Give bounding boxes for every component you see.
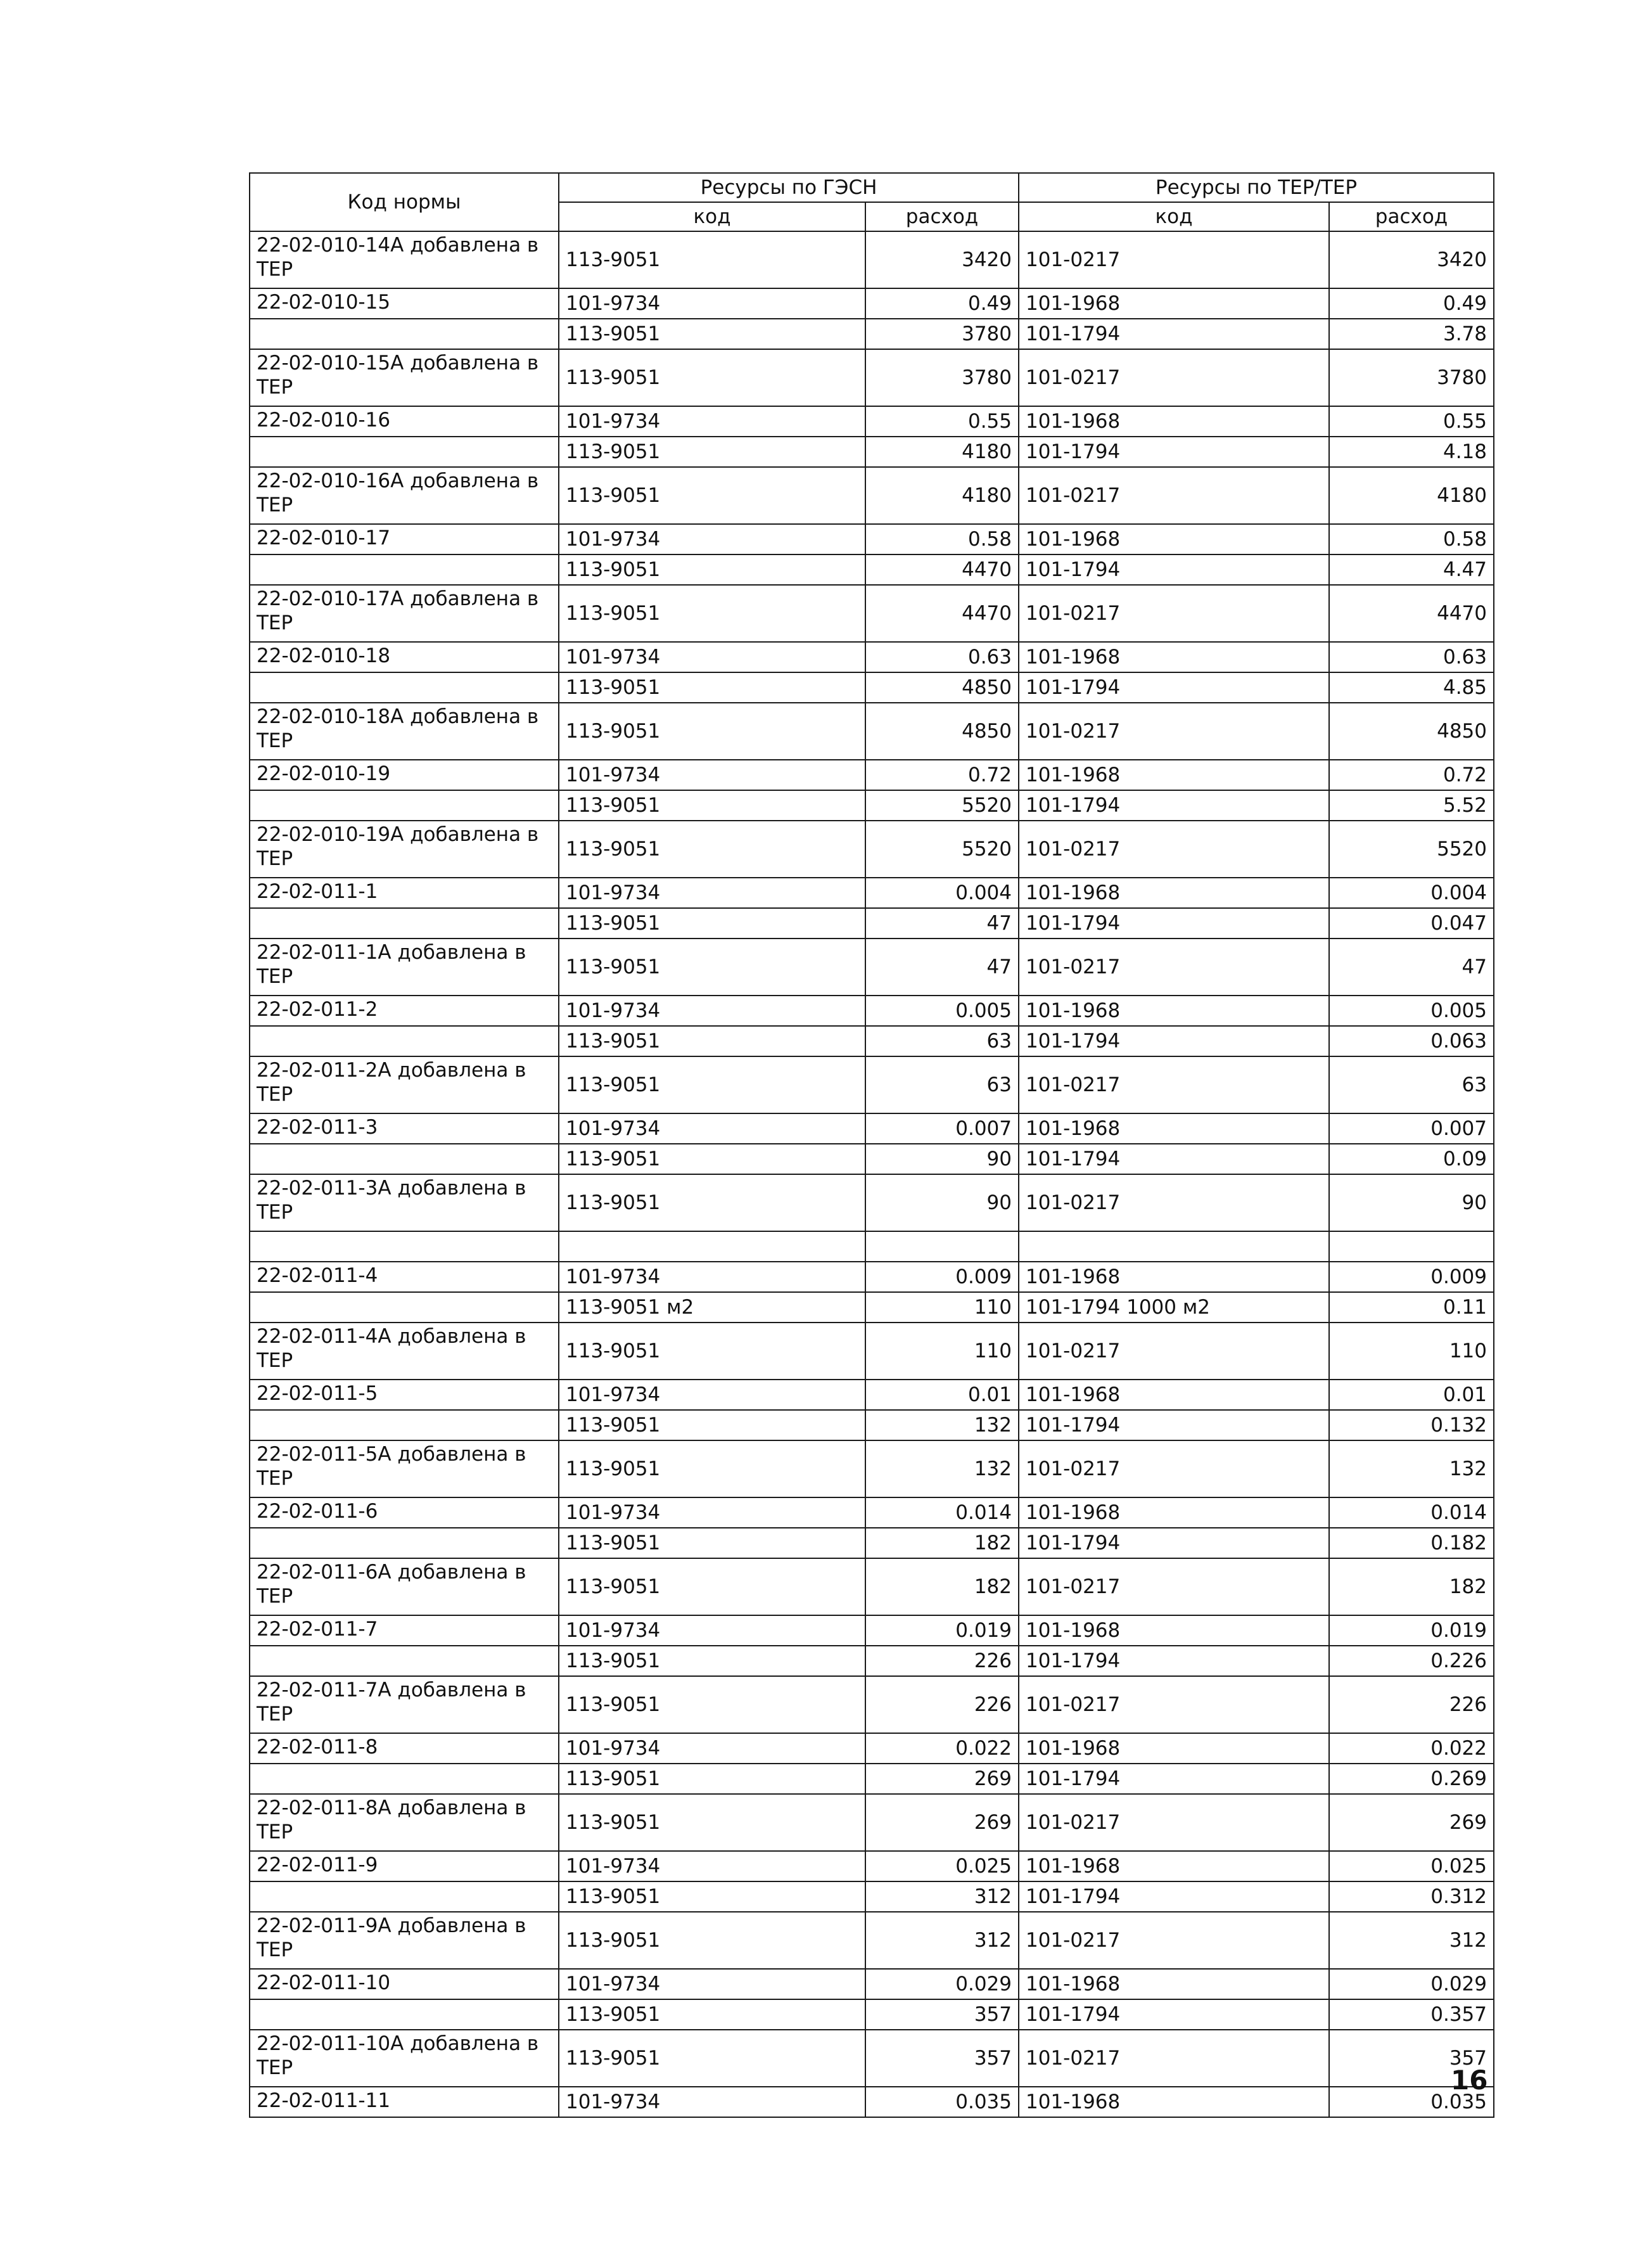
ter-rate-cell: 0.11 <box>1329 1292 1494 1323</box>
ter-code-cell: 101-0217 <box>1019 939 1329 996</box>
table-row <box>250 1912 1494 1969</box>
ter-code-cell: 101-1794 1000 м2 <box>1019 1292 1329 1323</box>
gesn-rate-cell: 132 <box>865 1410 1019 1440</box>
table-row <box>250 1528 1494 1558</box>
norm-code-cell: 22-02-010-18 <box>250 642 559 672</box>
ter-code-cell: 101-1794 <box>1019 437 1329 467</box>
gesn-code-cell: 101-9734 <box>559 1497 865 1528</box>
norm-code-cell: 22-02-011-5 <box>250 1380 559 1410</box>
ter-code-cell: 101-1968 <box>1019 288 1329 319</box>
ter-rate-cell: 4180 <box>1329 467 1494 524</box>
gesn-code-cell: 101-9734 <box>559 760 865 790</box>
ter-code-cell: 101-0217 <box>1019 1323 1329 1380</box>
ter-rate-cell: 4850 <box>1329 703 1494 760</box>
norm-code-cell <box>250 437 559 467</box>
ter-rate-cell: 5520 <box>1329 821 1494 878</box>
gesn-code-cell: 113-9051 <box>559 939 865 996</box>
norm-code-cell <box>250 1528 559 1558</box>
table-row <box>250 349 1494 406</box>
norm-code-cell <box>250 1231 559 1262</box>
norm-code-cell <box>250 1646 559 1676</box>
ter-rate-cell: 0.005 <box>1329 996 1494 1026</box>
table-row <box>250 760 1494 790</box>
gesn-rate-cell: 3780 <box>865 349 1019 406</box>
gesn-rate-cell <box>865 1231 1019 1262</box>
ter-rate-cell: 0.09 <box>1329 1144 1494 1174</box>
ter-code-cell: 101-1794 <box>1019 554 1329 585</box>
norm-code-cell: 22-02-010-15 <box>250 288 559 319</box>
gesn-code-cell: 101-9734 <box>559 996 865 1026</box>
ter-rate-cell: 0.063 <box>1329 1026 1494 1056</box>
ter-rate-cell <box>1329 1231 1494 1262</box>
ter-rate-cell: 110 <box>1329 1323 1494 1380</box>
table-row <box>250 642 1494 672</box>
ter-rate-cell: 0.009 <box>1329 1262 1494 1292</box>
gesn-code-cell: 113-9051 <box>559 349 865 406</box>
gesn-code-cell: 113-9051 <box>559 1440 865 1497</box>
ter-code-cell: 101-0217 <box>1019 231 1329 288</box>
table-row <box>250 1676 1494 1733</box>
ter-rate-cell: 0.014 <box>1329 1497 1494 1528</box>
ter-code-cell: 101-0217 <box>1019 1558 1329 1615</box>
table-row <box>250 554 1494 585</box>
norm-code-cell: 22-02-010-17 <box>250 524 559 554</box>
gesn-rate-cell: 269 <box>865 1794 1019 1851</box>
gesn-rate-cell: 63 <box>865 1026 1019 1056</box>
ter-code-cell: 101-1968 <box>1019 524 1329 554</box>
ter-rate-cell: 182 <box>1329 1558 1494 1615</box>
ter-rate-cell: 0.182 <box>1329 1528 1494 1558</box>
gesn-code-cell: 101-9734 <box>559 1113 865 1144</box>
ter-rate-cell: 269 <box>1329 1794 1494 1851</box>
table-row <box>250 1646 1494 1676</box>
gesn-rate-cell: 226 <box>865 1646 1019 1676</box>
ter-rate-cell: 90 <box>1329 1174 1494 1231</box>
gesn-code-cell: 101-9734 <box>559 2087 865 2117</box>
ter-code-cell: 101-1968 <box>1019 878 1329 908</box>
ter-code-cell: 101-1968 <box>1019 1851 1329 1881</box>
norm-code-cell: 22-02-011-7 <box>250 1615 559 1646</box>
gesn-code-cell: 113-9051 м2 <box>559 1292 865 1323</box>
gesn-rate-cell: 5520 <box>865 790 1019 821</box>
gesn-rate-cell: 312 <box>865 1912 1019 1969</box>
norm-code-cell <box>250 1144 559 1174</box>
table-row <box>250 1999 1494 2030</box>
ter-rate-cell: 0.022 <box>1329 1733 1494 1764</box>
gesn-rate-cell: 0.63 <box>865 642 1019 672</box>
header-gesn-code: код <box>559 202 865 231</box>
ter-code-cell: 101-1794 <box>1019 319 1329 349</box>
norm-code-cell: 22-02-010-19 <box>250 760 559 790</box>
norm-code-cell: 22-02-010-17А добавлена в ТЕР <box>250 585 559 642</box>
norm-code-cell: 22-02-011-8 <box>250 1733 559 1764</box>
ter-rate-cell: 0.269 <box>1329 1764 1494 1794</box>
gesn-code-cell: 113-9051 <box>559 437 865 467</box>
header-ter-code: код <box>1019 202 1329 231</box>
ter-rate-cell: 0.019 <box>1329 1615 1494 1646</box>
gesn-rate-cell: 4180 <box>865 467 1019 524</box>
gesn-code-cell: 113-9051 <box>559 1676 865 1733</box>
table-row <box>250 1380 1494 1410</box>
norm-code-cell: 22-02-010-15А добавлена в ТЕР <box>250 349 559 406</box>
ter-code-cell: 101-1968 <box>1019 1113 1329 1144</box>
ter-rate-cell: 0.312 <box>1329 1881 1494 1912</box>
table-row <box>250 231 1494 288</box>
table-row <box>250 1969 1494 1999</box>
gesn-rate-cell: 182 <box>865 1558 1019 1615</box>
table-row <box>250 1323 1494 1380</box>
norm-code-cell <box>250 1764 559 1794</box>
gesn-rate-cell: 0.007 <box>865 1113 1019 1144</box>
gesn-rate-cell: 90 <box>865 1144 1019 1174</box>
gesn-rate-cell: 0.025 <box>865 1851 1019 1881</box>
gesn-code-cell: 113-9051 <box>559 467 865 524</box>
ter-code-cell: 101-0217 <box>1019 1440 1329 1497</box>
table-row <box>250 1558 1494 1615</box>
gesn-rate-cell: 47 <box>865 939 1019 996</box>
ter-rate-cell: 0.63 <box>1329 642 1494 672</box>
norm-code-cell: 22-02-011-2А добавлена в ТЕР <box>250 1056 559 1113</box>
table-row <box>250 467 1494 524</box>
norm-code-cell <box>250 1292 559 1323</box>
norm-code-cell <box>250 672 559 703</box>
header-ter-resources: Ресурсы по ТЕР/ТЕР <box>1019 173 1494 202</box>
gesn-code-cell: 113-9051 <box>559 821 865 878</box>
gesn-rate-cell: 269 <box>865 1764 1019 1794</box>
norm-code-cell <box>250 1026 559 1056</box>
ter-rate-cell: 0.004 <box>1329 878 1494 908</box>
table-row <box>250 288 1494 319</box>
gesn-rate-cell: 4850 <box>865 672 1019 703</box>
ter-rate-cell: 0.55 <box>1329 406 1494 437</box>
ter-rate-cell: 4470 <box>1329 585 1494 642</box>
ter-rate-cell: 3780 <box>1329 349 1494 406</box>
ter-rate-cell: 0.01 <box>1329 1380 1494 1410</box>
ter-code-cell: 101-1794 <box>1019 1410 1329 1440</box>
gesn-rate-cell: 0.019 <box>865 1615 1019 1646</box>
table-row <box>250 878 1494 908</box>
gesn-code-cell: 101-9734 <box>559 642 865 672</box>
ter-rate-cell: 5.52 <box>1329 790 1494 821</box>
table-row <box>250 672 1494 703</box>
ter-code-cell: 101-0217 <box>1019 821 1329 878</box>
ter-rate-cell: 132 <box>1329 1440 1494 1497</box>
gesn-rate-cell: 0.72 <box>865 760 1019 790</box>
table-row <box>250 908 1494 939</box>
table-row <box>250 585 1494 642</box>
gesn-rate-cell: 4470 <box>865 585 1019 642</box>
ter-rate-cell: 0.132 <box>1329 1410 1494 1440</box>
gesn-code-cell: 113-9051 <box>559 2030 865 2087</box>
gesn-rate-cell: 0.005 <box>865 996 1019 1026</box>
ter-code-cell: 101-1794 <box>1019 908 1329 939</box>
norm-code-cell: 22-02-010-16А добавлена в ТЕР <box>250 467 559 524</box>
gesn-code-cell: 113-9051 <box>559 1144 865 1174</box>
ter-code-cell: 101-1968 <box>1019 2087 1329 2117</box>
gesn-code-cell: 113-9051 <box>559 1323 865 1380</box>
header-norm-code: Код нормы <box>250 173 559 231</box>
gesn-code-cell: 101-9734 <box>559 1969 865 1999</box>
ter-code-cell: 101-1968 <box>1019 1969 1329 1999</box>
ter-code-cell: 101-1968 <box>1019 1497 1329 1528</box>
ter-code-cell: 101-1968 <box>1019 1615 1329 1646</box>
ter-code-cell: 101-1794 <box>1019 1144 1329 1174</box>
ter-rate-cell: 3420 <box>1329 231 1494 288</box>
gesn-code-cell: 113-9051 <box>559 1764 865 1794</box>
gesn-code-cell: 101-9734 <box>559 288 865 319</box>
ter-code-cell: 101-1968 <box>1019 1262 1329 1292</box>
ter-code-cell: 101-1794 <box>1019 672 1329 703</box>
table-row <box>250 2087 1494 2117</box>
ter-rate-cell: 0.226 <box>1329 1646 1494 1676</box>
table-row <box>250 790 1494 821</box>
ter-rate-cell: 0.357 <box>1329 1999 1494 2030</box>
gesn-rate-cell: 3780 <box>865 319 1019 349</box>
gesn-code-cell: 101-9734 <box>559 1615 865 1646</box>
table-row <box>250 1410 1494 1440</box>
gesn-code-cell: 113-9051 <box>559 908 865 939</box>
ter-code-cell: 101-0217 <box>1019 585 1329 642</box>
ter-rate-cell: 4.18 <box>1329 437 1494 467</box>
gesn-code-cell: 113-9051 <box>559 672 865 703</box>
norm-code-cell: 22-02-011-2 <box>250 996 559 1026</box>
ter-code-cell: 101-0217 <box>1019 1794 1329 1851</box>
norm-code-cell: 22-02-011-6А добавлена в ТЕР <box>250 1558 559 1615</box>
gesn-rate-cell: 0.01 <box>865 1380 1019 1410</box>
gesn-code-cell: 113-9051 <box>559 1999 865 2030</box>
norm-code-cell: 22-02-011-9 <box>250 1851 559 1881</box>
ter-rate-cell: 0.49 <box>1329 288 1494 319</box>
gesn-code-cell: 113-9051 <box>559 1056 865 1113</box>
norm-code-cell <box>250 908 559 939</box>
gesn-rate-cell: 63 <box>865 1056 1019 1113</box>
ter-code-cell: 101-0217 <box>1019 703 1329 760</box>
ter-rate-cell: 312 <box>1329 1912 1494 1969</box>
ter-rate-cell: 0.58 <box>1329 524 1494 554</box>
gesn-code-cell: 113-9051 <box>559 1174 865 1231</box>
ter-code-cell: 101-0217 <box>1019 467 1329 524</box>
table-row <box>250 821 1494 878</box>
ter-rate-cell: 0.035 <box>1329 2087 1494 2117</box>
norm-code-cell: 22-02-011-3 <box>250 1113 559 1144</box>
ter-rate-cell: 226 <box>1329 1676 1494 1733</box>
table-row <box>250 406 1494 437</box>
norm-code-cell <box>250 1999 559 2030</box>
gesn-rate-cell: 4470 <box>865 554 1019 585</box>
gesn-code-cell: 113-9051 <box>559 790 865 821</box>
table-row <box>250 1144 1494 1174</box>
gesn-code-cell: 113-9051 <box>559 1558 865 1615</box>
gesn-rate-cell: 0.035 <box>865 2087 1019 2117</box>
table-row <box>250 1026 1494 1056</box>
header-ter-rate: расход <box>1329 202 1494 231</box>
table-row <box>250 939 1494 996</box>
table-row <box>250 1881 1494 1912</box>
ter-code-cell: 101-1968 <box>1019 406 1329 437</box>
gesn-code-cell: 113-9051 <box>559 1528 865 1558</box>
ter-code-cell: 101-1794 <box>1019 1528 1329 1558</box>
ter-code-cell: 101-1968 <box>1019 642 1329 672</box>
norm-code-cell: 22-02-011-6 <box>250 1497 559 1528</box>
norm-code-cell <box>250 319 559 349</box>
table-row <box>250 1733 1494 1764</box>
gesn-rate-cell: 132 <box>865 1440 1019 1497</box>
norm-code-cell: 22-02-011-7А добавлена в ТЕР <box>250 1676 559 1733</box>
table-row <box>250 1764 1494 1794</box>
table-row <box>250 319 1494 349</box>
table-row <box>250 437 1494 467</box>
norm-code-cell <box>250 790 559 821</box>
gesn-code-cell: 101-9734 <box>559 1851 865 1881</box>
ter-rate-cell: 63 <box>1329 1056 1494 1113</box>
table-row <box>250 1174 1494 1231</box>
table-body <box>250 231 1494 2117</box>
gesn-code-cell: 101-9734 <box>559 1733 865 1764</box>
gesn-code-cell: 113-9051 <box>559 231 865 288</box>
table-row <box>250 1497 1494 1528</box>
ter-code-cell: 101-0217 <box>1019 2030 1329 2087</box>
gesn-code-cell: 113-9051 <box>559 1881 865 1912</box>
gesn-code-cell: 101-9734 <box>559 1262 865 1292</box>
ter-rate-cell: 0.007 <box>1329 1113 1494 1144</box>
norm-code-cell: 22-02-011-9А добавлена в ТЕР <box>250 1912 559 1969</box>
table-row <box>250 703 1494 760</box>
norm-code-cell: 22-02-011-4А добавлена в ТЕР <box>250 1323 559 1380</box>
ter-code-cell: 101-0217 <box>1019 349 1329 406</box>
norm-code-cell: 22-02-011-8А добавлена в ТЕР <box>250 1794 559 1851</box>
norm-code-cell: 22-02-011-1 <box>250 878 559 908</box>
table-row <box>250 2030 1494 2087</box>
gesn-code-cell: 113-9051 <box>559 585 865 642</box>
ter-rate-cell: 3.78 <box>1329 319 1494 349</box>
ter-rate-cell: 4.85 <box>1329 672 1494 703</box>
gesn-code-cell: 113-9051 <box>559 1026 865 1056</box>
norm-code-cell <box>250 554 559 585</box>
ter-code-cell: 101-0217 <box>1019 1056 1329 1113</box>
gesn-rate-cell: 0.009 <box>865 1262 1019 1292</box>
gesn-code-cell: 113-9051 <box>559 1646 865 1676</box>
norm-code-cell: 22-02-010-19А добавлена в ТЕР <box>250 821 559 878</box>
gesn-code-cell: 113-9051 <box>559 1410 865 1440</box>
ter-rate-cell: 4.47 <box>1329 554 1494 585</box>
gesn-rate-cell: 0.49 <box>865 288 1019 319</box>
norm-code-cell <box>250 1881 559 1912</box>
ter-code-cell: 101-1794 <box>1019 790 1329 821</box>
ter-code-cell: 101-1794 <box>1019 1764 1329 1794</box>
ter-code-cell: 101-1794 <box>1019 1646 1329 1676</box>
header-gesn-resources: Ресурсы по ГЭСН <box>559 173 1019 202</box>
ter-code-cell: 101-0217 <box>1019 1912 1329 1969</box>
page-number: 16 <box>1451 2065 1488 2096</box>
gesn-rate-cell: 357 <box>865 1999 1019 2030</box>
norms-table <box>249 172 1494 2118</box>
norm-code-cell <box>250 1410 559 1440</box>
gesn-rate-cell: 110 <box>865 1292 1019 1323</box>
norm-code-cell: 22-02-011-5А добавлена в ТЕР <box>250 1440 559 1497</box>
gesn-rate-cell: 0.022 <box>865 1733 1019 1764</box>
gesn-code-cell: 113-9051 <box>559 703 865 760</box>
gesn-rate-cell: 0.014 <box>865 1497 1019 1528</box>
norm-code-cell: 22-02-011-4 <box>250 1262 559 1292</box>
gesn-rate-cell: 0.58 <box>865 524 1019 554</box>
ter-rate-cell: 0.047 <box>1329 908 1494 939</box>
gesn-rate-cell: 90 <box>865 1174 1019 1231</box>
gesn-rate-cell: 0.55 <box>865 406 1019 437</box>
gesn-rate-cell: 3420 <box>865 231 1019 288</box>
gesn-code-cell: 113-9051 <box>559 319 865 349</box>
table-row <box>250 1113 1494 1144</box>
norm-code-cell: 22-02-011-10 <box>250 1969 559 1999</box>
table-row <box>250 1292 1494 1323</box>
ter-rate-cell: 0.025 <box>1329 1851 1494 1881</box>
table-row <box>250 996 1494 1026</box>
ter-code-cell: 101-1968 <box>1019 1380 1329 1410</box>
header-gesn-rate: расход <box>865 202 1019 231</box>
ter-code-cell: 101-1968 <box>1019 996 1329 1026</box>
ter-code-cell <box>1019 1231 1329 1262</box>
table-row <box>250 1056 1494 1113</box>
gesn-code-cell <box>559 1231 865 1262</box>
gesn-code-cell: 113-9051 <box>559 1912 865 1969</box>
gesn-code-cell: 101-9734 <box>559 524 865 554</box>
gesn-code-cell: 101-9734 <box>559 1380 865 1410</box>
ter-rate-cell: 47 <box>1329 939 1494 996</box>
ter-rate-cell: 357 <box>1329 2030 1494 2087</box>
ter-code-cell: 101-1794 <box>1019 1881 1329 1912</box>
ter-rate-cell: 0.029 <box>1329 1969 1494 1999</box>
gesn-rate-cell: 5520 <box>865 821 1019 878</box>
ter-code-cell: 101-1794 <box>1019 1999 1329 2030</box>
norm-code-cell: 22-02-010-14А добавлена в ТЕР <box>250 231 559 288</box>
ter-code-cell: 101-0217 <box>1019 1676 1329 1733</box>
gesn-rate-cell: 110 <box>865 1323 1019 1380</box>
norm-code-cell: 22-02-011-1А добавлена в ТЕР <box>250 939 559 996</box>
gesn-rate-cell: 0.004 <box>865 878 1019 908</box>
gesn-rate-cell: 312 <box>865 1881 1019 1912</box>
ter-code-cell: 101-1794 <box>1019 1026 1329 1056</box>
table-row <box>250 1615 1494 1646</box>
gesn-rate-cell: 226 <box>865 1676 1019 1733</box>
ter-code-cell: 101-1968 <box>1019 1733 1329 1764</box>
gesn-rate-cell: 4850 <box>865 703 1019 760</box>
ter-code-cell: 101-1968 <box>1019 760 1329 790</box>
gesn-code-cell: 101-9734 <box>559 406 865 437</box>
table-row <box>250 1231 1494 1262</box>
norm-code-cell: 22-02-010-18А добавлена в ТЕР <box>250 703 559 760</box>
gesn-rate-cell: 4180 <box>865 437 1019 467</box>
table-row <box>250 524 1494 554</box>
gesn-rate-cell: 357 <box>865 2030 1019 2087</box>
norm-code-cell: 22-02-010-16 <box>250 406 559 437</box>
gesn-code-cell: 101-9734 <box>559 878 865 908</box>
ter-code-cell: 101-0217 <box>1019 1174 1329 1231</box>
norm-code-cell: 22-02-011-11 <box>250 2087 559 2117</box>
norm-code-cell: 22-02-011-10А добавлена в ТЕР <box>250 2030 559 2087</box>
table-row <box>250 1262 1494 1292</box>
table-row <box>250 1440 1494 1497</box>
gesn-rate-cell: 182 <box>865 1528 1019 1558</box>
table-row <box>250 1794 1494 1851</box>
gesn-code-cell: 113-9051 <box>559 1794 865 1851</box>
ter-rate-cell: 0.72 <box>1329 760 1494 790</box>
gesn-rate-cell: 47 <box>865 908 1019 939</box>
gesn-code-cell: 113-9051 <box>559 554 865 585</box>
norm-code-cell: 22-02-011-3А добавлена в ТЕР <box>250 1174 559 1231</box>
table-row <box>250 1851 1494 1881</box>
gesn-rate-cell: 0.029 <box>865 1969 1019 1999</box>
